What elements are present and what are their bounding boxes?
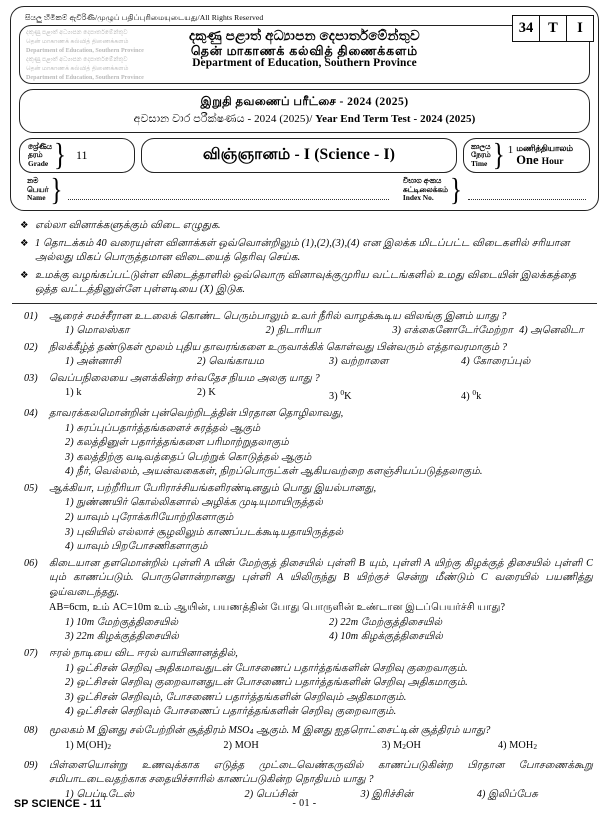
question-number: 09) xyxy=(24,759,38,771)
page-footer xyxy=(0,798,609,810)
diamond-bullet-icon: ❖ xyxy=(20,270,29,281)
question-number: 01) xyxy=(24,310,38,322)
question-number: 06) xyxy=(24,557,38,569)
question-item xyxy=(24,647,593,720)
time-value-english-small: Hour xyxy=(541,155,564,167)
option-2[interactable]: 2) ஒட்சிசன் செறிவு குறைவானதுடன் போசணைப் பதார்த்தங்களின் செறிவு அதிகமாகும். xyxy=(65,677,468,689)
time-label-tamil: நேரம் xyxy=(471,150,491,160)
option-1[interactable]: 1) ஒட்சிசன் செறிவு அதிகமாவதுடன் போசணைப் பதார்த்தங்களின் செறிவு குறைவாகும். xyxy=(65,662,468,674)
option-3[interactable]: 3) எக்கைனோடேர்மேற்றா xyxy=(392,325,513,337)
question-body xyxy=(49,647,593,720)
option-3[interactable]: 3) புவியில் எல்லாச் சூழலிலும் காணப்படக்கூடியதாயிருத்தல் xyxy=(65,526,344,538)
option-1[interactable]: 1) சுரப்புப்பதார்த்தங்களைச் சுரத்தல் ஆகும் xyxy=(65,422,261,434)
option-2[interactable]: 2) K xyxy=(197,387,216,399)
question-stem: ஆரைச் சமச்சீரான உடலைக் கொண்ட பெரும்பாலும் உவர் நீரில் வாழக்கூடிய விலங்கு இனம் யாது ? xyxy=(49,310,507,322)
question-item xyxy=(24,407,593,480)
question-item xyxy=(24,759,593,803)
horizontal-divider xyxy=(12,303,597,304)
question-body xyxy=(49,557,593,645)
department-banner xyxy=(19,25,590,84)
name-input-line[interactable] xyxy=(68,198,388,200)
watermark-line-si-1: දකුණු පළාත් අධ්‍යාපන දෙපාර්තමේන්තුව xyxy=(26,30,128,36)
option-4[interactable]: 4) ஒட்சிசன் செறிவும் போசணைப் பதார்த்தங்களின் செறிவு குறைவாகும். xyxy=(65,706,397,718)
diamond-bullet-icon: ❖ xyxy=(20,238,29,249)
paper-code-medium: T xyxy=(540,16,567,41)
index-no-label-english: Index No. xyxy=(402,193,434,203)
option-2[interactable]: 2) MOH xyxy=(223,740,259,752)
instruction-text: 1 தொடக்கம் 40 வரையுள்ள வினாக்கள் ஒவ்வொன்றிலும் (1),(2),(3),(4) என இலக்க மிடப்பட்ட விடைகளில் சரியான அல்லது மிகப் பொருத்தமான விடையைத் தெரிவு செய்க. xyxy=(35,237,570,263)
question-stem: பிள்ளையொன்று உணவுக்காக எடுத்த முட்டைவெண்கருவில் காணப்படுகின்ற பிரதான போசணைக்கூறு சமிபாடடைவதற்காக சதையிச்சாரில் காணப்படுகின்ற நொதியம் யாது ? xyxy=(49,759,593,786)
index-no-field xyxy=(402,173,588,208)
option-4[interactable]: 4) நீர், வெல்லம், அயன்வகைகள், நிறப்பொருட்கள் ஆகியவற்றை களஞ்சியப்படுத்தலாகும். xyxy=(65,466,483,478)
diamond-bullet-icon: ❖ xyxy=(20,220,29,231)
question-options xyxy=(49,324,593,339)
grade-label-sinhala: ශ්‍රේණිය xyxy=(28,141,52,151)
instruction-item xyxy=(20,237,599,265)
index-brace-icon: } xyxy=(450,173,462,208)
question-item xyxy=(24,482,593,555)
instruction-text: எல்லா வினாக்களுக்கும் விடை எழுதுக. xyxy=(35,219,221,231)
department-name-block xyxy=(20,29,589,70)
exam-title-box xyxy=(19,89,590,133)
name-brace-icon: } xyxy=(50,173,63,208)
option-1[interactable]: 1) மொலஸ்கா xyxy=(65,325,130,337)
time-value-number: 1 xyxy=(507,144,514,156)
index-no-label xyxy=(403,177,448,203)
question-stem: மூலகம் M இனது சல்பேற்றின் சூத்திரம் $MSO_4$ ஆகும். M இனது ஐதரொட்சைட்டின் சூத்திரம் யாது? xyxy=(49,724,491,736)
question-body xyxy=(49,482,593,555)
exam-title-tamil: இறுதி தவணைப் பரீட்சை - 2024 (2025) xyxy=(200,95,409,108)
option-3[interactable]: 3) கலத்திற்கு வடிவத்தைப் பெற்றுக் கொடுத்தல் ஆகும் xyxy=(65,451,312,463)
time-value-block xyxy=(516,144,573,168)
question-number: 07) xyxy=(24,648,38,659)
name-label-tamil: பெயர் xyxy=(27,184,49,194)
question-number: 08) xyxy=(24,724,38,736)
question-options xyxy=(49,386,593,405)
question-number: 04) xyxy=(24,408,38,420)
time-label xyxy=(471,143,491,169)
paper-code-part: I xyxy=(567,16,593,41)
question-item xyxy=(24,724,593,755)
option-3[interactable]: 3) $^0$K xyxy=(329,388,352,403)
questions-list xyxy=(10,310,599,803)
name-label-english: Name xyxy=(27,193,46,203)
grade-field xyxy=(19,138,135,173)
exam-title-sinhala-english xyxy=(26,113,583,126)
grade-subject-time-row xyxy=(19,138,590,173)
question-stem: தாவரக்கலமொன்றின் புன்வெற்றிடத்தின் பிரதான தொழிலாவது, xyxy=(49,408,344,420)
question-item xyxy=(24,372,593,405)
grade-brace-icon: } xyxy=(53,138,66,173)
option-4[interactable]: 4) கோரைப்புல் xyxy=(461,356,531,368)
question-item xyxy=(24,310,593,339)
footer-paper-code: SP SCIENCE - 11 xyxy=(14,798,102,810)
footer-page-number: - 01 - xyxy=(292,798,317,809)
option-3[interactable]: 3) இரிச்சின் xyxy=(360,788,414,800)
option-4[interactable]: 4) $^0$k xyxy=(461,388,482,403)
question-item xyxy=(24,557,593,645)
question-body xyxy=(49,407,593,480)
index-no-input-line[interactable] xyxy=(468,198,586,200)
name-label-sinhala: නම xyxy=(27,176,39,185)
question-stem: வெப்பநிலையை அளக்கின்ற சர்வதேச நியம அலகு யாது ? xyxy=(49,372,320,384)
option-2[interactable]: 2) 22m மேற்குத்திசையில் xyxy=(329,616,443,628)
option-1[interactable]: 1) அன்னாசி xyxy=(65,356,122,368)
question-number: 02) xyxy=(24,341,38,353)
question-number: 03) xyxy=(24,372,38,384)
option-3[interactable]: 3) $M_2OH$ xyxy=(381,740,421,752)
subject-title: விஞ்ஞானம் - I (Science - I) xyxy=(202,146,396,163)
time-brace-icon: } xyxy=(492,138,505,173)
option-4[interactable]: 4) இலிப்பேசு xyxy=(476,788,538,800)
index-no-label-tamil: சுட்டிலைக்கம் xyxy=(402,184,448,194)
question-stem: கிடையான தளமொன்றில் புள்ளி A யின் மேற்குத் திசையில் புள்ளி B யும், புள்ளி A யிற்கு கிழக்குத் திசையில் புள்ளி C யும் காணப்படும். பொருளொன்றானது புள்ளி A யிலிருந்து B யிற்குச் சென்று மீண்டும் C வரையில் பயணித்து ஓய்வடைந்தது. xyxy=(49,557,593,598)
question-options xyxy=(49,355,593,370)
watermark-line-ta-1: தென் மாகாணக் கல்வித் திணைக்களம் xyxy=(26,39,129,46)
option-3[interactable]: 3) ஒட்சிசன் செறிவும், போசணைப் பதார்த்தங்களின் செறிவும் அதிகமாகும். xyxy=(65,691,407,703)
option-2[interactable]: 2) பெப்சின் xyxy=(244,788,298,800)
option-4[interactable]: 4) யாவும் பிறபோசணிகளாகும் xyxy=(65,541,208,553)
question-body xyxy=(49,341,593,370)
department-name-english: Department of Education, Southern Province xyxy=(192,57,417,70)
time-field xyxy=(463,138,590,173)
watermark-line-en-2: Department of Education, Southern Province xyxy=(26,75,144,82)
option-3[interactable]: 3) வற்றாளை xyxy=(329,356,389,368)
paper-code-boxes xyxy=(512,15,594,42)
option-1[interactable]: 1) பெப்டிடேஸ் xyxy=(65,788,135,800)
paper-code-number: 34 xyxy=(513,16,540,41)
option-1[interactable]: 1) நுண்ணயிர் கொல்லிகளால் அழிக்க முடியுமாயிருத்தல் xyxy=(65,497,323,509)
option-3[interactable]: 3) 22m கிழக்குத்திசையில் xyxy=(65,631,179,643)
question-body xyxy=(49,372,593,405)
time-label-sinhala: කාලය xyxy=(471,141,491,151)
question-body xyxy=(49,724,593,755)
header-frame xyxy=(10,6,599,211)
all-rights-reserved-line: සියලු හිමිකම් ඇවිරිණි/முழுப் பதிப்புரிமையுடையது/All Rights Reserved xyxy=(25,13,264,22)
department-name-sinhala: දකුණු පළාත් අධ්‍යාපන දෙපාර්තමේන්තුව xyxy=(188,28,421,43)
question-options xyxy=(49,616,593,645)
watermark-line-si-2: දකුණු පළාත් අධ්‍යාපන දෙපාර්තමේන්තුව xyxy=(26,57,128,64)
option-4[interactable]: 4) அனெலிடா xyxy=(519,325,584,337)
watermark-line-ta-2: தென் மாகாணக் கல்வித் திணைக்களம் xyxy=(26,66,129,73)
option-2[interactable]: 2) கலத்தினுள் பதார்த்தங்களை பரிமாற்றுதலாகும் xyxy=(65,437,289,449)
option-1[interactable]: 1) 10m மேற்குத்திசையில் xyxy=(65,616,179,628)
name-index-row xyxy=(19,173,590,208)
question-item xyxy=(24,341,593,370)
time-label-english: Time xyxy=(471,158,488,168)
question-body xyxy=(49,310,593,339)
watermark-line-en-1: Department of Education, Southern Province xyxy=(26,48,144,55)
question-options xyxy=(49,662,593,720)
time-value-english xyxy=(516,154,573,168)
instruction-item xyxy=(20,269,599,297)
option-2[interactable]: 2) நிடாரியா xyxy=(265,325,321,337)
instruction-item xyxy=(20,219,599,233)
department-name-tamil: தென் மாகாணக் கல்வித் திணைக்களம் xyxy=(190,43,419,58)
instruction-text: உமக்கு வழங்கப்பட்டுள்ள விடைத்தாளில் ஒவ்வொரு வினாவுக்குமுரிய வட்டங்களில் உமது விடையின் இலக்கத்தை ஒத்த வட்டத்தினுள்ளே புள்ளடியை (X) இடுக. xyxy=(35,269,577,295)
index-no-label-sinhala: විභාග අංකය xyxy=(402,176,442,185)
option-4[interactable]: 4) $MOH_2$ xyxy=(497,740,538,752)
grade-value: 11 xyxy=(75,148,88,162)
exam-title-english: Year End Term Test - 2024 (2025) xyxy=(315,113,476,125)
question-options xyxy=(49,496,593,554)
option-2[interactable]: 2) யாவும் புரோக்கரியோற்றிகளாகும் xyxy=(65,512,234,524)
grade-label xyxy=(28,143,52,169)
question-stem: ஈரல் நாடியை விட ஈரல் வாயினானத்தில், xyxy=(49,648,238,659)
grade-label-english: Grade xyxy=(28,158,49,168)
question-sub-stem: AB=6cm, உம் AC=10m உம் ஆயின், பயணத்தின் போது பொருளின் உண்டான இடப்பெயர்ச்சி யாது? xyxy=(49,602,506,614)
option-1[interactable]: 1) k xyxy=(65,387,82,399)
question-body xyxy=(49,759,593,803)
question-stem: ஆக்கியா, பற்றீரியா பேரிராச்சியங்களிரண்டினதும் பொது இயல்பானது, xyxy=(49,482,377,494)
time-value-tamil: மணித்தியாலம் xyxy=(516,143,574,153)
name-label xyxy=(27,177,48,203)
question-number: 05) xyxy=(24,482,38,494)
option-4[interactable]: 4) 10m கிழக்குத்திசையில் xyxy=(329,631,443,643)
option-2[interactable]: 2) வெங்காயம xyxy=(197,356,265,368)
subject-title-box xyxy=(141,138,457,173)
instructions-list xyxy=(10,219,599,297)
option-1[interactable]: 1) $M(OH)_2$ xyxy=(65,740,112,752)
question-options xyxy=(49,422,593,480)
question-stem: நிலக்கீழ்த் தண்டுகள் மூலம் புதிய தாவரங்களை உருவாக்கிக் கொள்வது பின்வரும் எத்தாவரமாகும் ? xyxy=(49,341,508,353)
exam-title-sinhala: අවසාන වාර පරීක්ෂණය - 2024 (2025)/ xyxy=(133,113,316,125)
time-value-english-big: One xyxy=(516,152,539,167)
question-options xyxy=(49,739,593,755)
grade-label-tamil: தரம் xyxy=(28,150,43,160)
